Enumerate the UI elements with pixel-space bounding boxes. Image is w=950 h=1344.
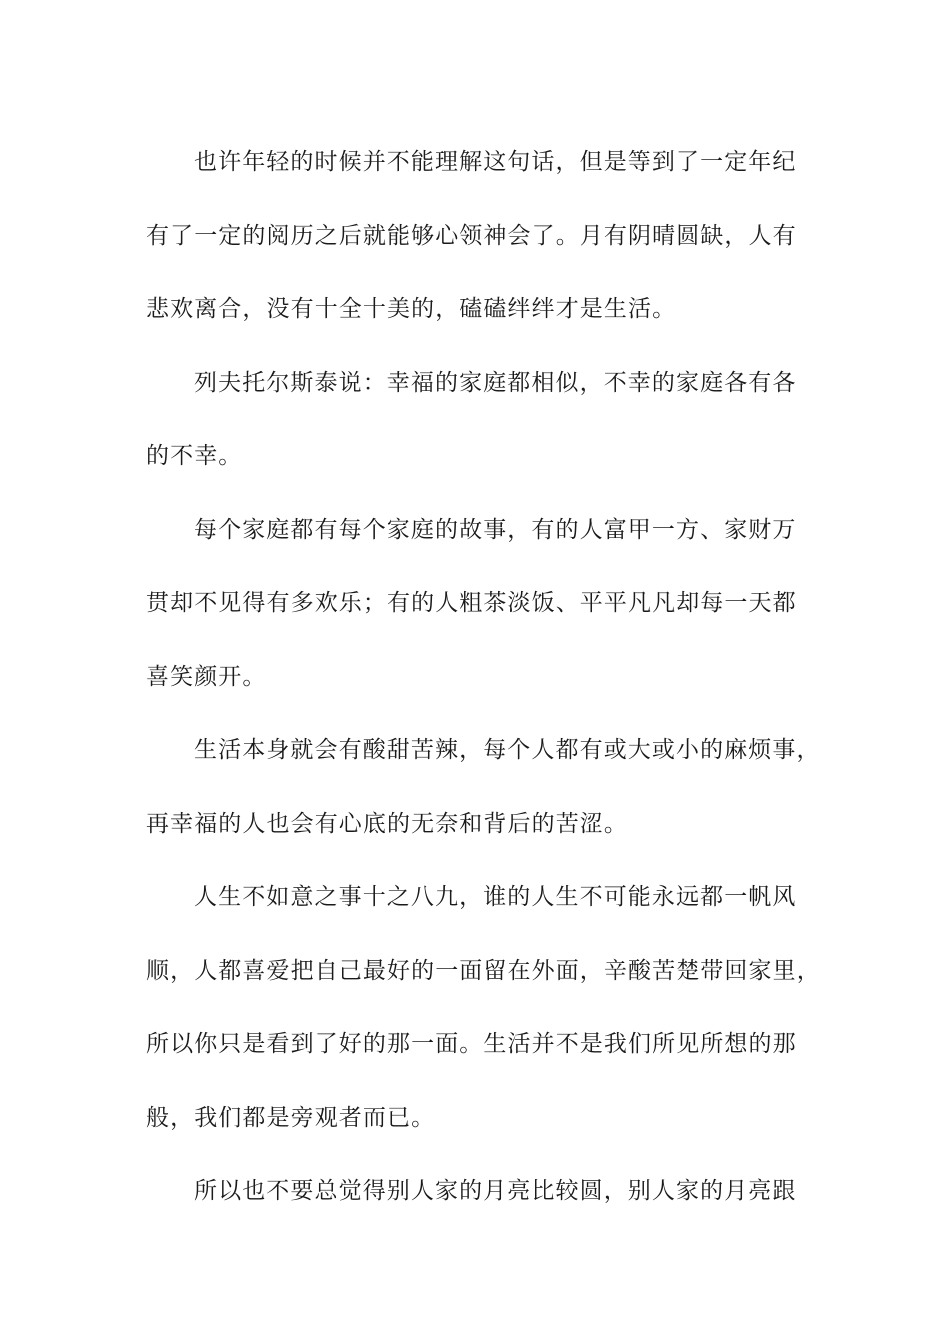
paragraph-line: 有了一定的阅历之后就能够心领神会了。月有阴晴圆缺，人有	[146, 222, 797, 249]
paragraph-line: 再幸福的人也会有心底的无奈和背后的苦涩。	[146, 810, 628, 837]
paragraph-line: 所以也不要总觉得别人家的月亮比较圆，别人家的月亮跟	[194, 1178, 797, 1204]
paragraph-line: 列夫托尔斯泰说：幸福的家庭都相似，不幸的家庭各有各	[194, 369, 797, 396]
paragraph-5	[146, 861, 821, 1155]
paragraph-1	[146, 126, 806, 347]
paragraph-line: 的不幸。	[146, 443, 243, 469]
paragraph-3	[146, 494, 806, 715]
paragraph-line: 顺，人都喜爱把自己最好的一面留在外面，辛酸苦楚带回家里，	[146, 957, 821, 984]
paragraph-line: 人生不如意之事十之八九，谁的人生不可能永远都一帆风	[194, 884, 797, 910]
paragraph-line: 贯却不见得有多欢乐；有的人粗茶淡饭、平平凡凡却每一天都	[146, 590, 797, 616]
document-body	[146, 126, 821, 1229]
paragraph-line: 悲欢离合，没有十全十美的，磕磕绊绊才是生活。	[146, 296, 677, 322]
paragraph-2	[146, 347, 806, 494]
paragraph-line: 般，我们都是旁观者而已。	[146, 1104, 436, 1131]
paragraph-line: 生活本身就会有酸甜苦辣，每个人都有或大或小的麻烦事，	[194, 737, 821, 763]
paragraph-line: 喜笑颜开。	[146, 663, 267, 690]
paragraph-4	[146, 714, 821, 861]
paragraph-line: 每个家庭都有每个家庭的故事，有的人富甲一方、家财万	[194, 516, 797, 543]
paragraph-6	[146, 1155, 806, 1229]
paragraph-line: 也许年轻的时候并不能理解这句话，但是等到了一定年纪	[194, 149, 797, 175]
paragraph-line: 所以你只是看到了好的那一面。生活并不是我们所见所想的那	[146, 1031, 797, 1057]
